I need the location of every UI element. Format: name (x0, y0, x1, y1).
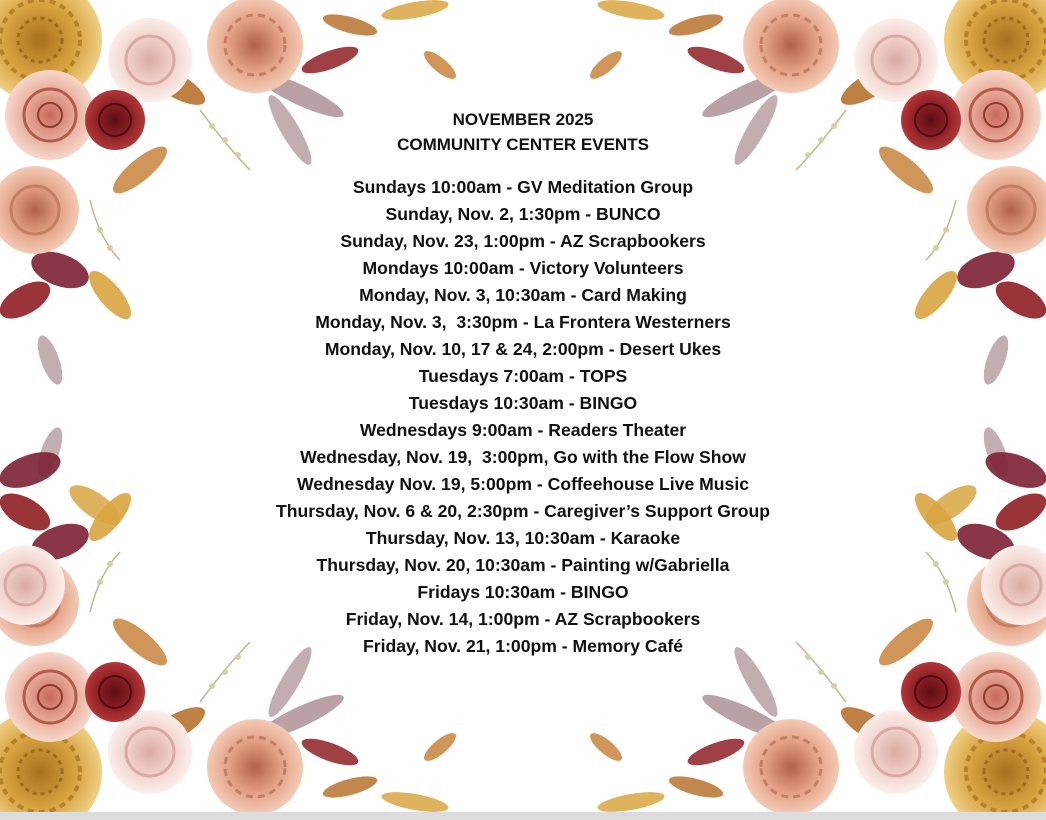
event-item: Sunday, Nov. 23, 1:00pm - AZ Scrapbookers (340, 231, 706, 251)
event-item: Mondays 10:00am - Victory Volunteers (362, 258, 684, 278)
event-item: Wednesdays 9:00am - Readers Theater (359, 420, 687, 440)
event-item: Thursday, Nov. 13, 10:30am - Karaoke (365, 528, 681, 548)
event-item: Wednesday, Nov. 19, 3:00pm, Go with the Flow Show (300, 447, 746, 467)
event-item: Fridays 10:30am - BINGO (417, 582, 629, 602)
event-item: Friday, Nov. 21, 1:00pm - Memory Café (362, 636, 684, 656)
event-item: Monday, Nov. 3, 10:30am - Card Making (359, 285, 687, 305)
event-item: Monday, Nov. 10, 17 & 24, 2:00pm - Desert Ukes (324, 339, 722, 359)
event-item: Thursday, Nov. 6 & 20, 2:30pm - Caregiver’s Support Group (275, 501, 771, 521)
event-item: Wednesday Nov. 19, 5:00pm - Coffeehouse Live Music (296, 474, 750, 494)
flyer-title-month: NOVEMBER 2025 (452, 110, 594, 129)
flyer-text (0, 107, 1046, 660)
event-item: Sunday, Nov. 2, 1:30pm - BUNCO (385, 204, 661, 224)
event-list (0, 174, 1046, 660)
event-item: Friday, Nov. 14, 1:00pm - AZ Scrapbookers (345, 609, 701, 629)
page-bottom-edge (0, 812, 1046, 820)
flyer-title-events: COMMUNITY CENTER EVENTS (397, 135, 649, 154)
event-item: Tuesdays 10:30am - BINGO (408, 393, 638, 413)
event-item: Tuesdays 7:00am - TOPS (418, 366, 628, 386)
event-item: Sundays 10:00am - GV Meditation Group (352, 177, 694, 197)
event-item: Monday, Nov. 3, 3:30pm - La Frontera Westerners (315, 312, 731, 332)
event-item: Thursday, Nov. 20, 10:30am - Painting w/Gabriella (316, 555, 730, 575)
